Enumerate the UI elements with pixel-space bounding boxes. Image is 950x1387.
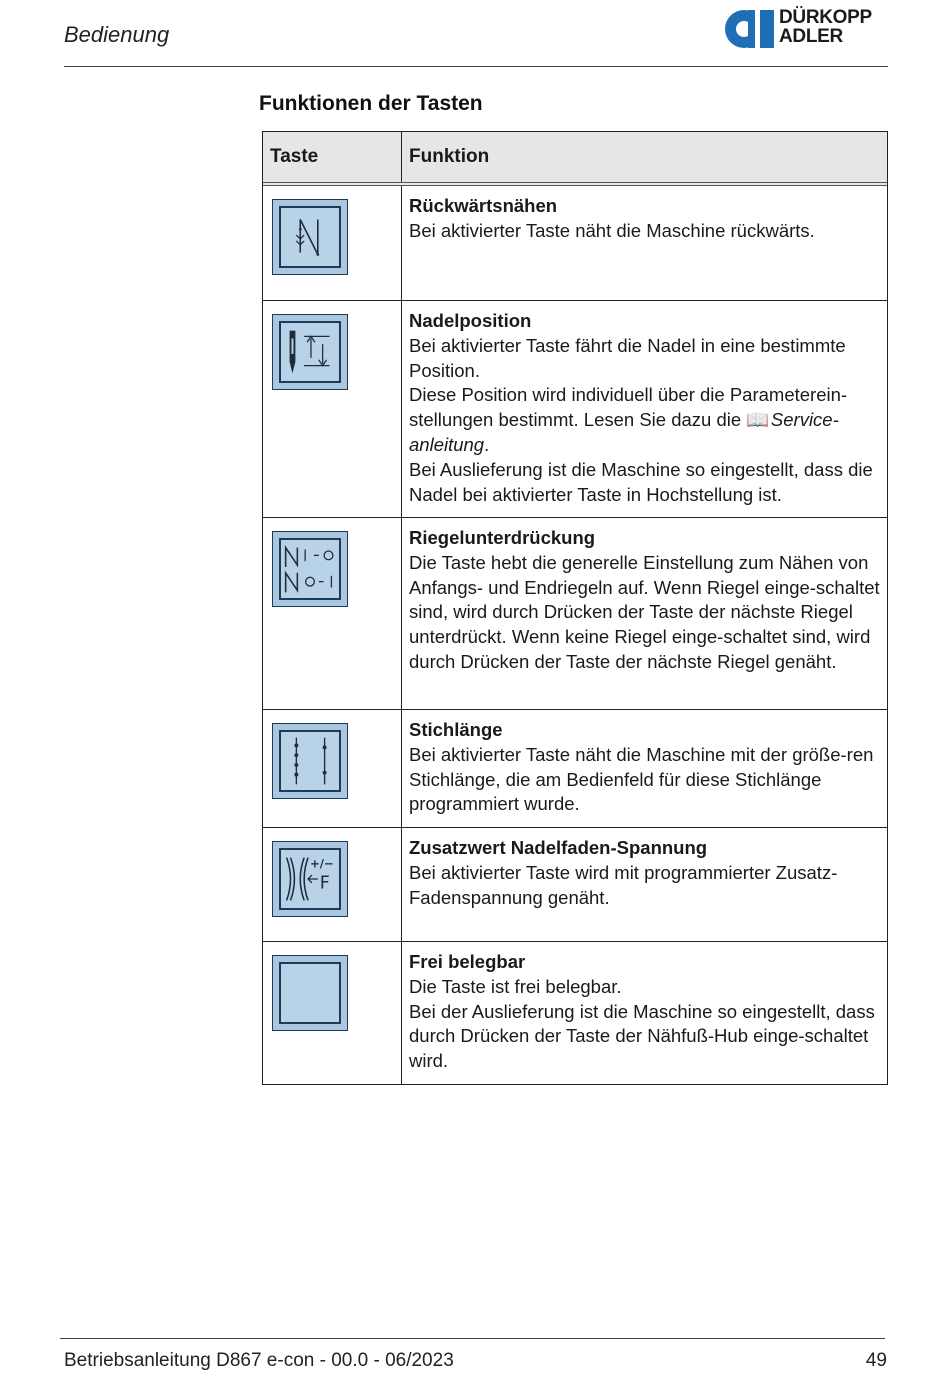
bartack-suppression-icon	[272, 531, 348, 607]
table-row	[263, 709, 887, 827]
logo-mark-icon	[724, 8, 776, 50]
function-description: Bei aktivierter Taste wird mit programmierter Zusatz-Fadenspannung genäht.	[409, 861, 838, 908]
table-header	[263, 132, 887, 186]
thread-tension-icon	[272, 841, 348, 917]
function-cell	[402, 828, 887, 941]
logo-text-line2: ADLER	[779, 26, 843, 47]
table-row	[263, 517, 887, 709]
function-description: Bei aktivierter Taste näht die Maschine mit der größe-ren Stichlänge, die am Bedienfeld für diese Stichlänge programmiert wurde.	[409, 743, 874, 815]
book-icon: 📖	[746, 409, 771, 431]
header-divider	[64, 66, 888, 67]
function-title: Zusatzwert Nadelfaden-Spannung	[409, 837, 708, 858]
svg-text:F: F	[319, 873, 330, 894]
footer-divider	[60, 1338, 885, 1339]
table-row	[263, 300, 887, 517]
table-row	[263, 941, 887, 1084]
description-part-2: . Bei Auslieferung ist die Maschine so eingestellt, dass die Nadel bei aktivierter Taste in Hochstellung ist.	[409, 433, 873, 505]
function-cell	[402, 942, 887, 1084]
key-functions-table	[262, 131, 888, 1085]
blank-key-icon	[272, 955, 348, 1031]
logo-text-line1: DÜRKOPP	[779, 7, 872, 28]
needle-position-icon	[272, 314, 348, 390]
function-title: Rückwärtsnähen	[409, 195, 558, 216]
function-title: Riegelunterdrückung	[409, 527, 596, 548]
function-cell	[402, 301, 887, 517]
function-description	[409, 334, 881, 508]
table-row	[263, 186, 887, 300]
svg-text:+/−: +/−	[310, 856, 334, 871]
brand-logo	[724, 8, 894, 50]
page-number: 49	[865, 1350, 887, 1371]
header-section-title: Bedienung	[64, 22, 170, 47]
table-row	[263, 827, 887, 941]
column-header-key: Taste	[263, 132, 402, 182]
function-title: Nadelposition	[409, 310, 532, 331]
stitch-length-icon	[272, 723, 348, 799]
function-description: Die Taste hebt die generelle Einstellung zum Nähen von Anfangs- und Endriegeln auf. Wenn Riegel einge-schaltet sind, wird durch Drücken der Taste der nächste Riegel unterdrückt. Wenn keine Riegel einge-schaltet sind, wird durch Drücken der Taste der nächste Riegel genäht.	[409, 551, 880, 672]
reverse-sewing-icon	[272, 199, 348, 275]
function-title: Frei belegbar	[409, 951, 526, 972]
footer-document-info: Betriebsanleitung D867 e-con - 00.0 - 06/2023	[64, 1350, 454, 1371]
service-manual-reference[interactable]: Service-anleitung	[409, 409, 839, 455]
function-cell	[402, 710, 887, 827]
function-cell	[402, 186, 887, 300]
function-title: Stichlänge	[409, 719, 503, 740]
function-description: Bei aktivierter Taste näht die Maschine rückwärts.	[409, 219, 815, 241]
column-header-function: Funktion	[409, 146, 490, 167]
function-cell	[402, 518, 887, 709]
page-title: Funktionen der Tasten	[259, 92, 483, 115]
description-part-1: Bei aktivierter Taste fährt die Nadel in eine bestimmte Position. Diese Position wird individuell über die Parameterein-stellungen bestimmt. Lesen Sie dazu die	[409, 334, 848, 431]
function-description: Die Taste ist frei belegbar. Bei der Auslieferung ist die Maschine so eingestellt, dass durch Drücken der Taste der Nähfuß-Hub einge-schaltet wird.	[409, 975, 875, 1072]
